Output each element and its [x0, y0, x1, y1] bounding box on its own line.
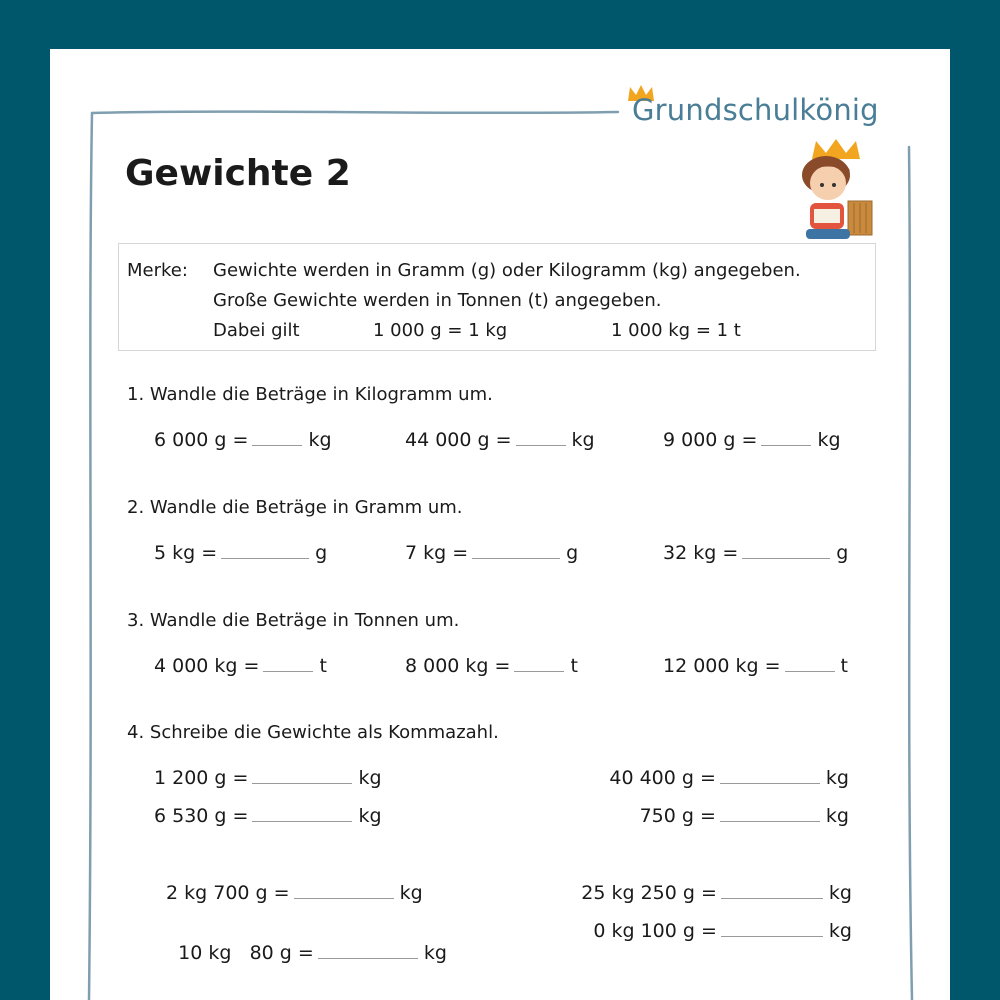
exercise-row [663, 429, 841, 451]
unit-label: kg [817, 429, 841, 451]
task-2-instruction: 2. Wandle die Beträge in Gramm um. [127, 497, 463, 518]
exercise-row [154, 767, 382, 789]
merke-line-1: Gewichte werden in Gramm (g) oder Kilogramm (kg) angegeben. [213, 260, 801, 281]
worksheet-page [50, 49, 950, 1000]
answer-blank[interactable] [516, 429, 566, 446]
merke-label: Merke: [127, 260, 188, 281]
unit-label: t [570, 655, 578, 677]
answer-blank[interactable] [742, 542, 830, 559]
exercise-value: 25 kg 250 g = [581, 882, 717, 904]
exercise-value: 12 000 kg = [663, 655, 781, 677]
exercise-row [609, 767, 849, 789]
exercise-value: 6 000 g = [154, 429, 249, 451]
exercise-row [663, 542, 848, 564]
brand-logo: Grundschulkönig [632, 93, 879, 127]
merke-line-3: Dabei gilt [213, 320, 300, 341]
answer-blank[interactable] [252, 767, 352, 784]
exercise-row [154, 920, 447, 986]
unit-label: t [840, 655, 848, 677]
page-title: Gewichte 2 [125, 153, 351, 194]
exercise-value: 0 kg 100 g = [593, 920, 717, 942]
exercise-row [405, 655, 578, 677]
answer-blank[interactable] [721, 920, 823, 937]
unit-label: kg [571, 429, 595, 451]
exercise-row [640, 805, 849, 827]
exercise-row [154, 542, 327, 564]
unit-label: kg [423, 942, 447, 964]
exercise-row [593, 920, 852, 942]
answer-blank[interactable] [720, 805, 820, 822]
exercise-value: 5 kg = [154, 542, 218, 564]
answer-blank[interactable] [721, 882, 823, 899]
exercise-row [154, 429, 332, 451]
answer-blank[interactable] [318, 942, 418, 959]
exercise-value: 6 530 g = [154, 805, 249, 827]
unit-label: t [319, 655, 327, 677]
exercise-value: 10 kg 80 g = [178, 942, 314, 964]
exercise-row [405, 429, 595, 451]
exercise-row [154, 805, 382, 827]
exercise-value: 1 200 g = [154, 767, 249, 789]
task-4-instruction: 4. Schreibe die Gewichte als Kommazahl. [127, 722, 499, 743]
exercise-value: 44 000 g = [405, 429, 512, 451]
answer-blank[interactable] [221, 542, 309, 559]
unit-label: kg [399, 882, 423, 904]
unit-label: kg [358, 805, 382, 827]
answer-blank[interactable] [472, 542, 560, 559]
unit-label: g [566, 542, 579, 564]
unit-label: kg [828, 920, 852, 942]
unit-label: kg [825, 767, 849, 789]
unit-label: kg [358, 767, 382, 789]
exercise-row [405, 542, 578, 564]
answer-blank[interactable] [252, 429, 302, 446]
answer-blank[interactable] [252, 805, 352, 822]
answer-blank[interactable] [294, 882, 394, 899]
exercise-value: 2 kg 700 g = [166, 882, 290, 904]
unit-label: g [836, 542, 849, 564]
answer-blank[interactable] [263, 655, 313, 672]
unit-label: kg [825, 805, 849, 827]
exercise-row [154, 655, 327, 677]
exercise-value: 4 000 kg = [154, 655, 260, 677]
reading-child-illustration [798, 137, 878, 243]
exercise-value: 32 kg = [663, 542, 739, 564]
exercise-value: 8 000 kg = [405, 655, 511, 677]
merke-equation-g-kg: 1 000 g = 1 kg [373, 320, 508, 341]
exercise-value: 40 400 g = [609, 767, 716, 789]
answer-blank[interactable] [720, 767, 820, 784]
unit-label: kg [828, 882, 852, 904]
exercise-row [166, 882, 423, 904]
task-3-instruction: 3. Wandle die Beträge in Tonnen um. [127, 610, 460, 631]
answer-blank[interactable] [514, 655, 564, 672]
exercise-value: 7 kg = [405, 542, 469, 564]
answer-blank[interactable] [761, 429, 811, 446]
merke-line-2: Große Gewichte werden in Tonnen (t) angegeben. [213, 290, 662, 311]
merke-box [118, 243, 876, 351]
exercise-value: 9 000 g = [663, 429, 758, 451]
answer-blank[interactable] [785, 655, 835, 672]
task-1-instruction: 1. Wandle die Beträge in Kilogramm um. [127, 384, 493, 405]
exercise-row [663, 655, 848, 677]
exercise-value: 750 g = [639, 805, 716, 827]
exercise-row [581, 882, 852, 904]
unit-label: kg [308, 429, 332, 451]
unit-label: g [315, 542, 328, 564]
merke-equation-kg-t: 1 000 kg = 1 t [611, 320, 741, 341]
